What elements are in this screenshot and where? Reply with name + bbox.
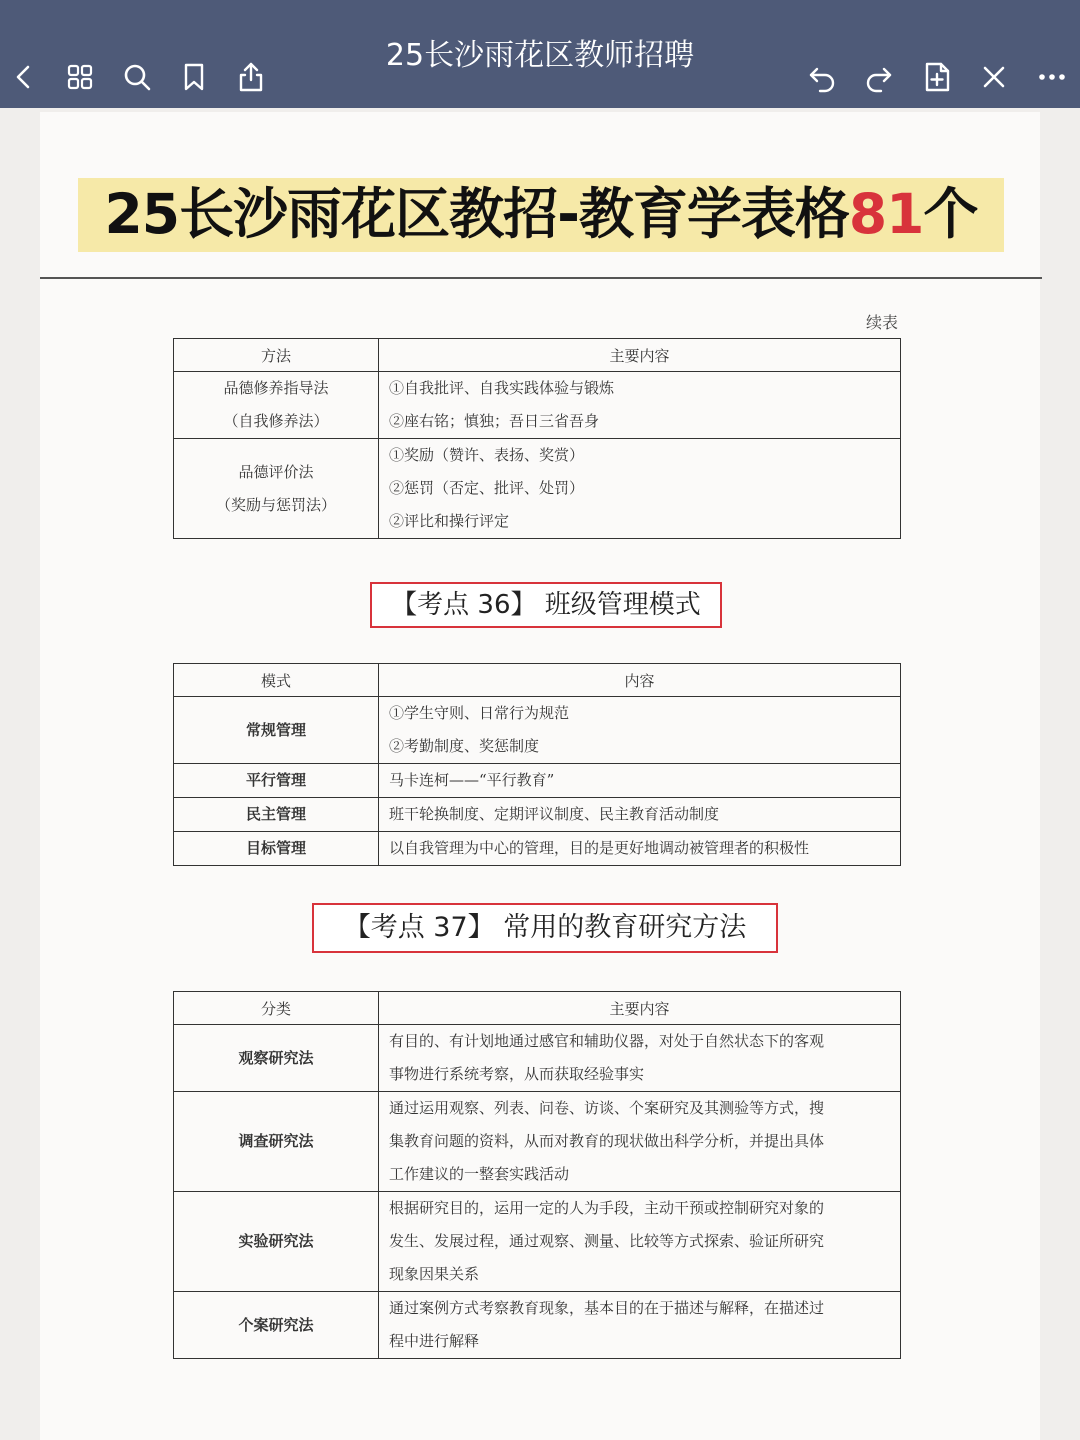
table-row (174, 764, 901, 798)
table-row (174, 832, 901, 866)
add-page-icon[interactable] (915, 55, 959, 99)
table-row (174, 439, 901, 539)
mode-name: 平行管理 (174, 764, 379, 798)
research-method-name: 观察研究法 (174, 1025, 379, 1092)
table-header: 主要内容 (379, 339, 901, 372)
section-37-heading (312, 903, 778, 953)
table-row (174, 1192, 901, 1292)
page-heading (78, 174, 1004, 254)
divider (40, 277, 1042, 279)
table-header: 内容 (379, 664, 901, 697)
close-icon[interactable] (972, 55, 1016, 99)
more-icon[interactable] (1030, 55, 1074, 99)
back-icon[interactable] (2, 55, 46, 99)
method-content: ①奖励（赞许、表扬、奖赏） ②惩罚（否定、批评、处罚） ②评比和操行评定 (379, 439, 901, 539)
heading-suffix: 个 (923, 182, 978, 246)
heading-prefix: 25长沙雨花区教招-教育学表格 (104, 182, 849, 246)
class-management-table (173, 663, 901, 866)
table-header: 分类 (174, 992, 379, 1025)
table-header: 模式 (174, 664, 379, 697)
section-title: 班级管理模式 (544, 590, 701, 620)
research-method-name: 个案研究法 (174, 1292, 379, 1359)
table-row (174, 798, 901, 832)
top-toolbar (0, 0, 1080, 108)
section-36-heading (370, 582, 722, 628)
grid-icon[interactable] (58, 55, 102, 99)
table-row (174, 697, 901, 764)
bookmark-icon[interactable] (172, 55, 216, 99)
table-row (174, 1092, 901, 1192)
continued-label: 续表 (866, 313, 899, 332)
research-methods-table (173, 991, 901, 1359)
mode-name: 常规管理 (174, 697, 379, 764)
research-method-name: 实验研究法 (174, 1192, 379, 1292)
mode-content: 马卡连柯——“平行教育” (379, 764, 901, 798)
section-label: 【考点 37】 (343, 912, 495, 943)
table-row (174, 1292, 901, 1359)
table-header: 主要内容 (379, 992, 901, 1025)
heading-number: 81 (848, 182, 924, 246)
table-row (174, 372, 901, 439)
moral-methods-table (173, 338, 901, 539)
research-method-content: 通过运用观察、列表、问卷、访谈、个案研究及其测验等方式，搜 集教育问题的资料，从而对教育的现状做出科学分析，并提出具体 工作建议的一整套实践活动 (379, 1092, 901, 1192)
undo-icon[interactable] (800, 55, 844, 99)
method-content: ①自我批评、自我实践体验与锻炼 ②座右铭；慎独；吾日三省吾身 (379, 372, 901, 439)
mode-content: 班干轮换制度、定期评议制度、民主教育活动制度 (379, 798, 901, 832)
research-method-name: 调查研究法 (174, 1092, 379, 1192)
research-method-content: 通过案例方式考察教育现象，基本目的在于描述与解释，在描述过 程中进行解释 (379, 1292, 901, 1359)
table-header: 方法 (174, 339, 379, 372)
mode-content: ①学生守则、日常行为规范 ②考勤制度、奖惩制度 (379, 697, 901, 764)
mode-name: 目标管理 (174, 832, 379, 866)
section-title: 常用的教育研究方法 (503, 912, 747, 943)
share-icon[interactable] (229, 55, 273, 99)
document-title: 25长沙雨花区教师招聘 (385, 38, 695, 73)
research-method-content: 有目的、有计划地通过感官和辅助仪器，对处于自然状态下的客观 事物进行系统考察，从而获取经验事实 (379, 1025, 901, 1092)
table-row (174, 1025, 901, 1092)
search-icon[interactable] (115, 55, 159, 99)
redo-icon[interactable] (857, 55, 901, 99)
method-name: 品德修养指导法 （自我修养法） (174, 372, 379, 439)
section-label: 【考点 36】 (391, 590, 537, 620)
method-name: 品德评价法 （奖励与惩罚法） (174, 439, 379, 539)
mode-content: 以自我管理为中心的管理，目的是更好地调动被管理者的积极性 (379, 832, 901, 866)
mode-name: 民主管理 (174, 798, 379, 832)
research-method-content: 根据研究目的，运用一定的人为手段，主动干预或控制研究对象的 发生、发展过程，通过观察、测量、比较等方式探索、验证所研究 现象因果关系 (379, 1192, 901, 1292)
